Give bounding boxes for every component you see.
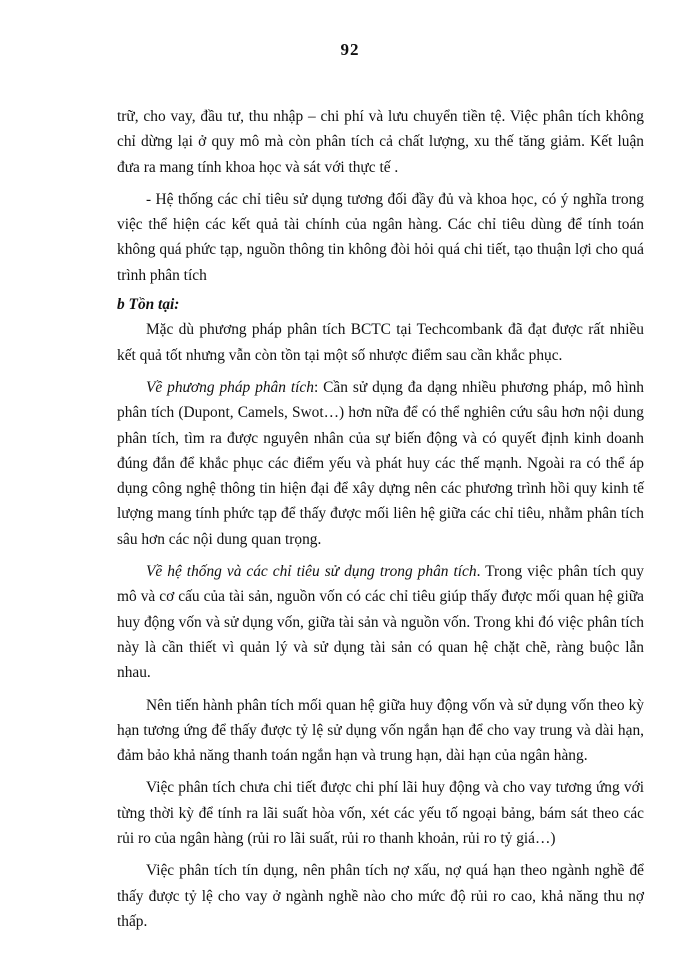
paragraph-indicator-system: - Hệ thống các chỉ tiêu sử dụng tương đối đầy đủ và khoa học, có ý nghĩa trong việc thể hiện các kết quả tài chính của ngân hàng. Các chỉ tiêu dùng để tính toán không quá phức tạp, nguồn thông tin không đòi hỏi quá chi tiết, tạo thuận lợi cho quá trình phân tích <box>117 190 644 284</box>
paragraph-continuation: trữ, cho vay, đầu tư, thu nhập – chi phí và lưu chuyển tiền tệ. Việc phân tích không chỉ dừng lại ở quy mô mà còn phân tích cả chất lượng, xu thế tăng giảm. Kết luận đưa ra mang tính khoa học và sát với thực tế . <box>117 108 644 176</box>
methods-lead: Về phương pháp phân tích <box>146 378 314 396</box>
document-body <box>117 104 644 934</box>
page-number: 92 <box>340 40 360 59</box>
indicators-body: . Trong việc phân tích quy mô và cơ cấu của tài sản, nguồn vốn có các chỉ tiêu giúp thấy được mối quan hệ giữa huy động vốn và sử dụng vốn, giữa tài sản và nguồn vốn. Trong khi đó việc phân tích này là cần thiết vì quản lý và sử dụng tài sản có quan hệ chặt chẽ, ràng buộc lẫn nhau. <box>117 563 644 682</box>
methods-body: : Cần sử dụng đa dạng nhiều phương pháp, mô hình phân tích (Dupont, Camels, Swot…) hơn nữa để có thể nghiên cứu sâu hơn nội dung phân tích, tìm ra được nguyên nhân của sự biến động và có quyết định kinh doanh đúng đắn để khắc phục các điểm yếu và phát huy các thế mạnh. Ngoài ra có thể áp dụng công nghệ thông tin hiện đại để xây dựng nên các phương trình hồi quy kinh tế lượng mang tính phức tạp để thấy được mối liên hệ giữa các chỉ tiêu, nhằm phân tích sâu hơn các nội dung quan trọng. <box>117 378 644 548</box>
paragraph-interest-cost: Việc phân tích chưa chi tiết được chi phí lãi huy động và cho vay tương ứng với từng thời kỳ để tính ra lãi suất hòa vốn, xét các yếu tố ngoại bảng, bám sát theo các rủi ro của ngân hàng (rủi ro lãi suất, rủi ro thanh khoản, rủi ro tỷ giá…) <box>117 779 644 848</box>
paragraph-limitations-intro: Mặc dù phương pháp phân tích BCTC tại Techcombank đã đạt được rất nhiều kết quả tốt nhưng vẫn còn tồn tại một số nhược điểm sau cần khắc phục. <box>117 321 644 364</box>
paragraph-methods <box>117 375 644 552</box>
paragraph-term-matching: Nên tiến hành phân tích mối quan hệ giữa huy động vốn và sử dụng vốn theo kỳ hạn tương ứng để thấy được tỷ lệ sử dụng vốn ngắn hạn để cho vay trung và dài hạn, đảm bảo khả năng thanh toán ngắn hạn và trung hạn, dài hạn của ngân hàng. <box>117 696 644 765</box>
indicators-lead: Về hệ thống và các chỉ tiêu sử dụng trong phân tích <box>146 563 477 581</box>
paragraph-indicators <box>117 559 644 685</box>
section-heading-limitations: b Tồn tại: <box>117 296 180 314</box>
paragraph-credit-analysis: Việc phân tích tín dụng, nên phân tích nợ xấu, nợ quá hạn theo ngành nghề để thấy được tỷ lệ cho vay ở ngành nghề nào cho mức độ rủi ro cao, khả năng thu nợ thấp. <box>117 862 644 930</box>
